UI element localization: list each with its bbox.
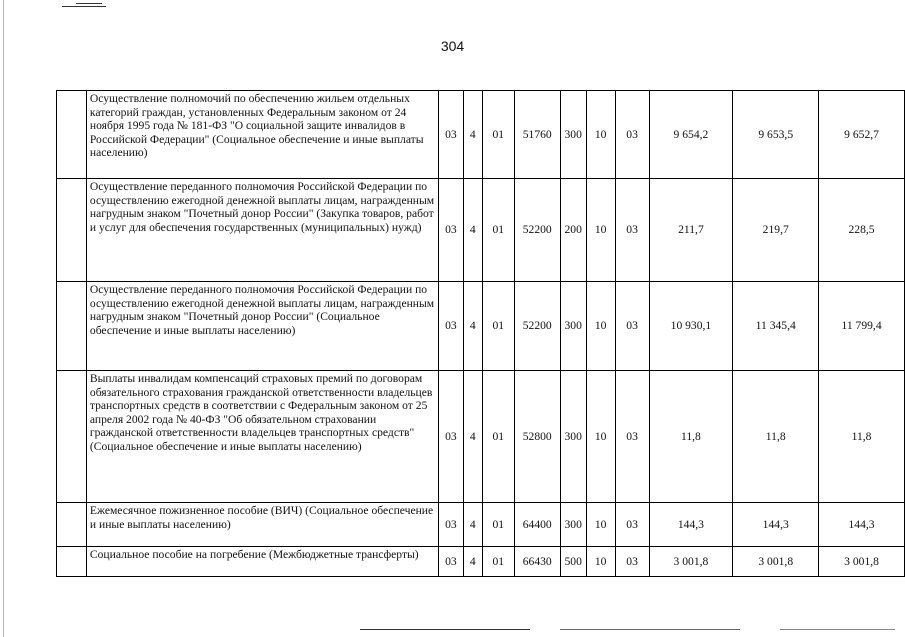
code-cell: 03: [615, 179, 649, 282]
code-cell: 03: [615, 282, 649, 371]
code-cell: 200: [560, 179, 586, 282]
code-cell: 4: [463, 547, 482, 577]
scan-artifact-left-edge: [3, 0, 4, 637]
budget-table: [56, 90, 905, 577]
amount-cell: 9 652,7: [819, 91, 905, 179]
code-cell: 01: [482, 371, 514, 503]
amount-cell: 11,8: [649, 371, 733, 503]
table-row: [57, 179, 905, 282]
table-row: [57, 371, 905, 503]
code-cell: 10: [586, 282, 615, 371]
row-marker-cell: [57, 547, 87, 577]
code-cell: 4: [463, 179, 482, 282]
code-cell: 51760: [514, 91, 560, 179]
code-cell: 01: [482, 547, 514, 577]
code-cell: 300: [560, 91, 586, 179]
scan-artifact-bottom: [560, 629, 740, 630]
table-row: [57, 503, 905, 547]
row-description: Социальное пособие на погребение (Межбюджетные трансферты): [86, 547, 438, 577]
code-cell: 01: [482, 503, 514, 547]
code-cell: 300: [560, 503, 586, 547]
row-marker-cell: [57, 91, 87, 179]
code-cell: 64400: [514, 503, 560, 547]
code-cell: 03: [438, 91, 463, 179]
amount-cell: 228,5: [819, 179, 905, 282]
page-number: 304: [440, 38, 465, 54]
code-cell: 03: [438, 503, 463, 547]
amount-cell: 11,8: [733, 371, 819, 503]
scan-artifact-bottom: [780, 629, 895, 630]
amount-cell: 9 653,5: [733, 91, 819, 179]
code-cell: 03: [438, 282, 463, 371]
code-cell: 03: [615, 547, 649, 577]
code-cell: 03: [615, 503, 649, 547]
scan-artifact-top: [76, 3, 102, 4]
amount-cell: 219,7: [733, 179, 819, 282]
table-row: [57, 547, 905, 577]
code-cell: 10: [586, 371, 615, 503]
code-cell: 4: [463, 282, 482, 371]
row-marker-cell: [57, 282, 87, 371]
code-cell: 03: [438, 547, 463, 577]
row-description: Осуществление полномочий по обеспечению жильем отдельных категорий граждан, установленных Федеральным законом от 24 ноября 1995 года № 181-ФЗ "О социальной защите инвалидов в Российской Федерации" (Социальное обеспечение и иные выплаты населению): [86, 91, 438, 179]
amount-cell: 144,3: [733, 503, 819, 547]
amount-cell: 144,3: [649, 503, 733, 547]
scan-artifact-top: [62, 6, 106, 7]
amount-cell: 11 345,4: [733, 282, 819, 371]
amount-cell: 3 001,8: [733, 547, 819, 577]
code-cell: 300: [560, 282, 586, 371]
code-cell: 01: [482, 179, 514, 282]
amount-cell: 10 930,1: [649, 282, 733, 371]
code-cell: 4: [463, 503, 482, 547]
table-row: [57, 282, 905, 371]
code-cell: 03: [438, 179, 463, 282]
code-cell: 03: [615, 371, 649, 503]
code-cell: 03: [438, 371, 463, 503]
amount-cell: 11 799,4: [819, 282, 905, 371]
amount-cell: 144,3: [819, 503, 905, 547]
amount-cell: 9 654,2: [649, 91, 733, 179]
code-cell: 4: [463, 91, 482, 179]
row-description: Осуществление переданного полномочия Российской Федерации по осуществлению ежегодной денежной выплаты лицам, награжденным нагрудным знаком "Почетный донор России" (Закупка товаров, работ и услуг для обеспечения государственных (муниципальных) нужд): [86, 179, 438, 282]
code-cell: 01: [482, 91, 514, 179]
row-description: Ежемесячное пожизненное пособие (ВИЧ) (Социальное обеспечение и иные выплаты населению): [86, 503, 438, 547]
code-cell: 10: [586, 91, 615, 179]
code-cell: 10: [586, 503, 615, 547]
table-row: [57, 91, 905, 179]
budget-table-body: [57, 91, 905, 577]
code-cell: 10: [586, 547, 615, 577]
code-cell: 52800: [514, 371, 560, 503]
amount-cell: 3 001,8: [819, 547, 905, 577]
row-marker-cell: [57, 503, 87, 547]
code-cell: 03: [615, 91, 649, 179]
row-marker-cell: [57, 179, 87, 282]
amount-cell: 11,8: [819, 371, 905, 503]
amount-cell: 211,7: [649, 179, 733, 282]
code-cell: 66430: [514, 547, 560, 577]
scan-artifact-bottom: [360, 629, 530, 630]
code-cell: 10: [586, 179, 615, 282]
code-cell: 52200: [514, 282, 560, 371]
amount-cell: 3 001,8: [649, 547, 733, 577]
code-cell: 4: [463, 371, 482, 503]
row-description: Выплаты инвалидам компенсаций страховых премий по договорам обязательного страхования гражданской ответственности владельцев транспортных средств в соответствии с Федеральным законом от 25 апреля 2002 года № 40-ФЗ "Об обязательном страховании гражданской ответственности владельцев транспортных средств" (Социальное обеспечение и иные выплаты населению): [86, 371, 438, 503]
code-cell: 300: [560, 371, 586, 503]
row-marker-cell: [57, 371, 87, 503]
code-cell: 52200: [514, 179, 560, 282]
code-cell: 500: [560, 547, 586, 577]
row-description: Осуществление переданного полномочия Российской Федерации по осуществлению ежегодной денежной выплаты лицам, награжденным нагрудным знаком "Почетный донор России" (Социальное обеспечение и иные выплаты населению): [86, 282, 438, 371]
code-cell: 01: [482, 282, 514, 371]
